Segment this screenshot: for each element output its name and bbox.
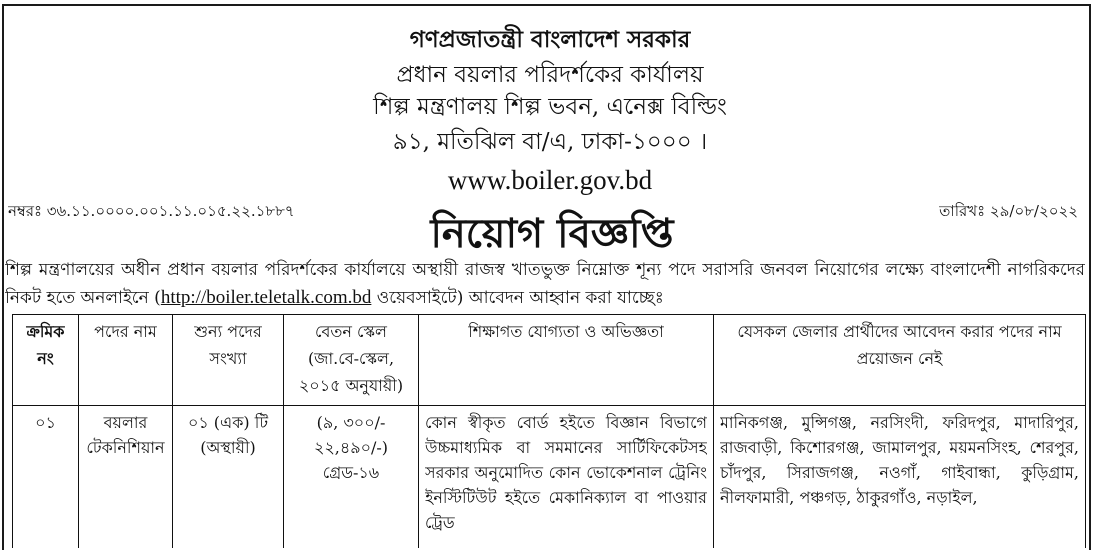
building-line: শিল্প মন্ত্রণালয় শিল্প ভবন, এনেক্স বিল্ডিং <box>373 94 727 120</box>
table-row <box>13 406 1086 549</box>
notice-date: তারিখঃ ২৯/০৮/২০২২ <box>939 202 1078 220</box>
vacancy-table-container <box>12 314 1087 550</box>
table-header-row <box>13 315 1086 406</box>
website-line: www.boiler.gov.bd <box>447 165 653 195</box>
office-name: প্রধান বয়লার পরিদর্শকের কার্যালয় <box>396 62 704 88</box>
cell-excluded-districts-container <box>714 406 1086 549</box>
cell-serial: ০১ <box>35 413 56 432</box>
cell-excluded-districts: মানিকগঞ্জ, মুন্সিগঞ্জ, নরসিংদী, ফরিদপুর, মাদারিপুর, রাজবাড়ী, কিশোরগঞ্জ, জামালপুর, ময়মনসিংহ, শেরপুর, চাঁদপুর, সিরাজগঞ্জ, নওগাঁ, গাইবান্ধা, কুড়িগ্রাম, নীলফামারী, পঞ্চগড়, ঠাকুরগাঁও, নড়াইল, <box>720 413 1079 507</box>
header-qualification: শিক্ষাগত যোগ্যতা ও অভিজ্ঞতা <box>419 315 714 406</box>
memo-number: নম্বরঃ ৩৬.১১.০০০০.০০১.১১.০১৫.২২.১৮৮৭ <box>8 202 295 220</box>
cell-pay-scale: (৯, ৩০০/- ২২,৪৯০/-) গ্রেড-১৬ <box>313 413 389 482</box>
cell-post-name-container <box>79 406 173 549</box>
address-line: ৯১, মতিঝিল বা/এ, ঢাকা-১০০০ । <box>392 129 708 155</box>
cell-pay-scale-container <box>284 406 419 549</box>
government-heading: গণপ্রজাতন্ত্রী বাংলাদেশ সরকার <box>409 26 691 53</box>
header-excluded-districts: যেসকল জেলার প্রার্থীদের আবেদন করার পদের নাম প্রয়োজন নেই <box>714 315 1086 406</box>
header-vacancies: শুন্য পদের সংখ্যা <box>173 315 284 406</box>
intro-text-after-link: ওয়েবসাইটে) আবেদন আহ্বান করা যাচ্ছেঃ <box>371 288 664 308</box>
notice-title: নিয়োগ বিজ্ঞপ্তি <box>430 210 674 257</box>
cell-serial-container <box>13 406 79 549</box>
cell-vacancies: ০১ (এক) টি (অস্থায়ী) <box>187 413 269 457</box>
vacancy-table <box>12 314 1086 548</box>
header-post-name: পদের নাম <box>79 315 173 406</box>
cell-qualification: কোন স্বীকৃত বোর্ড হইতে বিজ্ঞান বিভাগে উচ্চমাধ্যমিক বা সমমানের সার্টিফিকেটসহ সরকার অনুমোদিত কোন ভোকেশনাল ট্রেনিং ইনস্টিটিউট হইতে মেকানিক্যাল বা পাওয়ার ট্রেড <box>425 413 707 532</box>
header-serial: ক্রমিক নং <box>13 315 79 406</box>
cell-vacancies-container <box>173 406 284 549</box>
header-pay-scale: বেতন স্কেল (জা.বে-স্কেল, ২০১৫ অনুযায়ী) <box>284 315 419 406</box>
intro-paragraph <box>5 256 1085 314</box>
cell-post-name: বয়লার টেকনিশিয়ান <box>86 413 165 457</box>
intro-text-before-link: শিল্প মন্ত্রণালয়ের অধীন প্রধান বয়লার পরিদর্শকের কার্যালয়ে অস্থায়ী রাজস্ব খাতভুক্ত নিম্নোক্ত শূন্য পদে সরাসরি জনবল নিয়োগের লক্ষ্যে বাংলাদেশী নাগরিকদের নিকট হতে অনলাইনে ( <box>5 260 1085 308</box>
cell-qualification-container <box>419 406 714 549</box>
application-link[interactable]: http://boiler.teletalk.com.bd <box>160 287 372 308</box>
